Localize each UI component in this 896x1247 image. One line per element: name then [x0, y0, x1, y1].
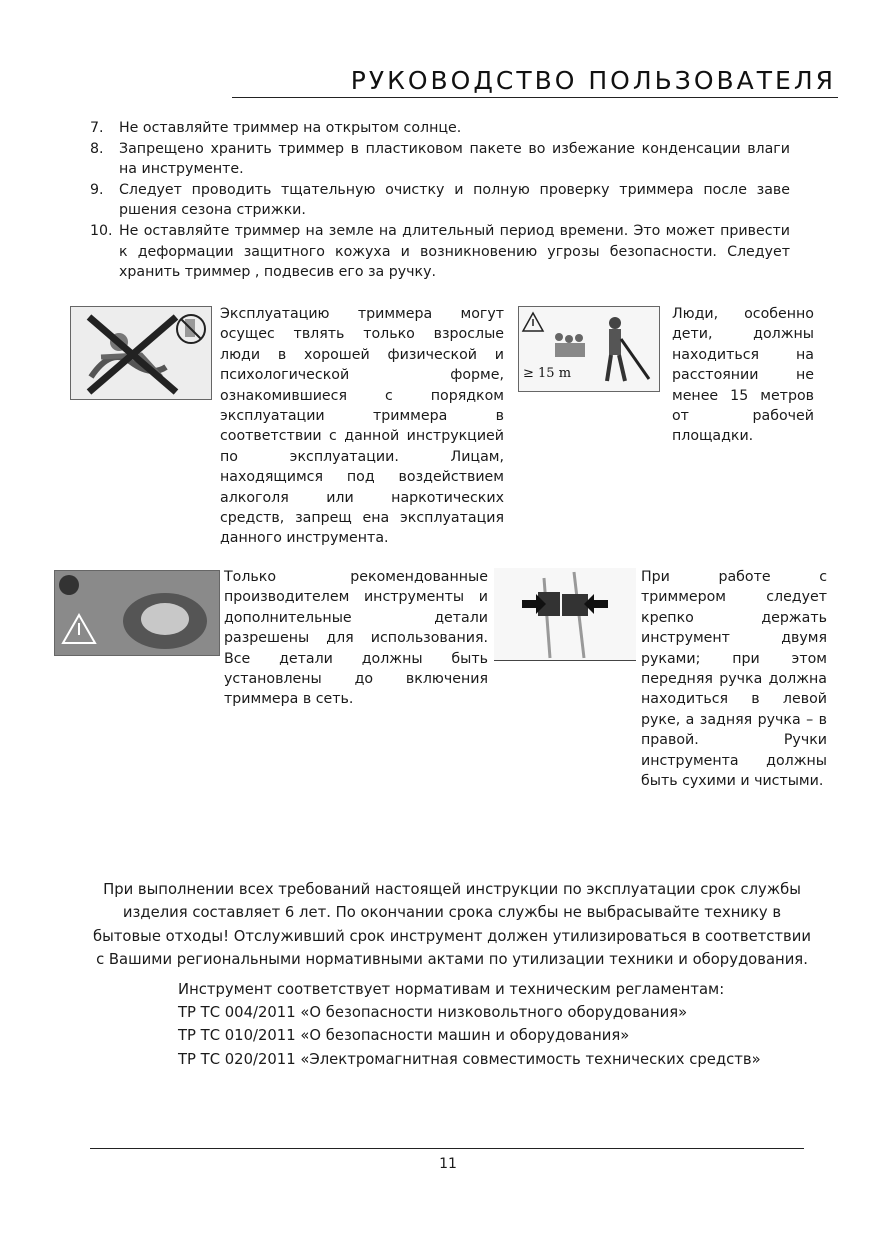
list-item-number: 8. — [90, 140, 104, 157]
operation-eligibility-text: Эксплуатацию триммера могут осущес твлять только взрослые люди в хорошей физической и психологической форме, ознакомившиеся с порядком эксплуатации триммера в соответствии с данной инструкцией по эксплуатации. Лицам, находящимся под воздействием алкоголя или наркотических средств, запрещ ена эксплуатация данного инструмента. — [220, 306, 504, 547]
header-divider — [232, 97, 838, 98]
standards-block — [178, 978, 798, 1071]
distance-label: ≥ 15 m — [523, 366, 572, 381]
footer-divider — [90, 1148, 804, 1149]
list-item-text: Не оставляйте триммер на открытом солнце. — [119, 120, 462, 136]
safe-distance-icon — [519, 307, 659, 391]
list-item — [90, 139, 790, 180]
recommended-parts-illustration — [54, 570, 220, 656]
standard-item: ТР ТС 004/2011 «О безопасности низковольтного оборудования» — [178, 1004, 688, 1022]
list-item-number: 9. — [90, 181, 104, 198]
standard-item: ТР ТС 010/2011 «О безопасности машин и оборудования» — [178, 1027, 630, 1045]
two-hands-grip-text: При работе с триммером следует крепко держать инструмент двумя руками; при этом передняя ручка должна находиться в левой руке, а задняя ручка – в правой. Ручки инструмента должны быть сухими и чистыми. — [641, 569, 827, 790]
recommended-parts-text: Только рекомендованные производителем инструменты и дополнительные детали разрешены для использования. Все детали должны быть установлены до включения триммера в сеть. — [224, 569, 488, 708]
no-intoxication-illustration — [70, 306, 212, 400]
two-hands-grip-illustration — [494, 568, 636, 661]
list-item — [90, 180, 790, 221]
standards-intro: Инструмент соответствует нормативам и техническим регламентам: — [178, 981, 725, 998]
list-item — [90, 221, 790, 283]
page-number: 11 — [439, 1156, 457, 1172]
list-item-number: 7. — [90, 120, 104, 136]
list-item-text: Не оставляйте триммер на земле на длительный период времени. Это может привести к деформации защитного кожуха и возникновению угрозы безопасности. Следует хранить триммер , подвесив его за ручку. — [119, 222, 790, 281]
grip-hands-icon — [494, 568, 636, 660]
trimmer-head-icon — [55, 571, 219, 655]
list-item-number: 10. — [90, 222, 113, 239]
storage-instructions-list — [90, 118, 790, 283]
safe-distance-illustration — [518, 306, 660, 392]
page-header-title: РУКОВОДСТВО ПОЛЬЗОВАТЕЛЯ — [350, 66, 836, 95]
list-item-text: Следует проводить тщательную очистку и полную проверку триммера после заве ршения сезона стрижки. — [119, 181, 790, 219]
list-item-text: Запрещено хранить триммер в пластиковом пакете во избежание конденсации влаги на инструменте. — [119, 140, 790, 178]
standard-item: ТР ТС 020/2011 «Электромагнитная совместимость технических средств» — [178, 1050, 761, 1068]
prohibited-operator-icon — [71, 307, 211, 399]
service-life-paragraph: При выполнении всех требований настоящей инструкции по эксплуатации срок службы изделия составляет 6 лет. По окончании срока службы не выбрасывайте технику в бытовые отходы! Отслуживший срок инструмент должен утилизироваться в соответствии с Вашими региональными нормативными актами по утилизации техники и оборудования. — [92, 881, 812, 969]
safe-distance-text: Люди, особенно дети, должны находиться на расстоянии не менее 15 метров от рабочей площадки. — [672, 306, 814, 445]
list-item — [90, 118, 790, 139]
